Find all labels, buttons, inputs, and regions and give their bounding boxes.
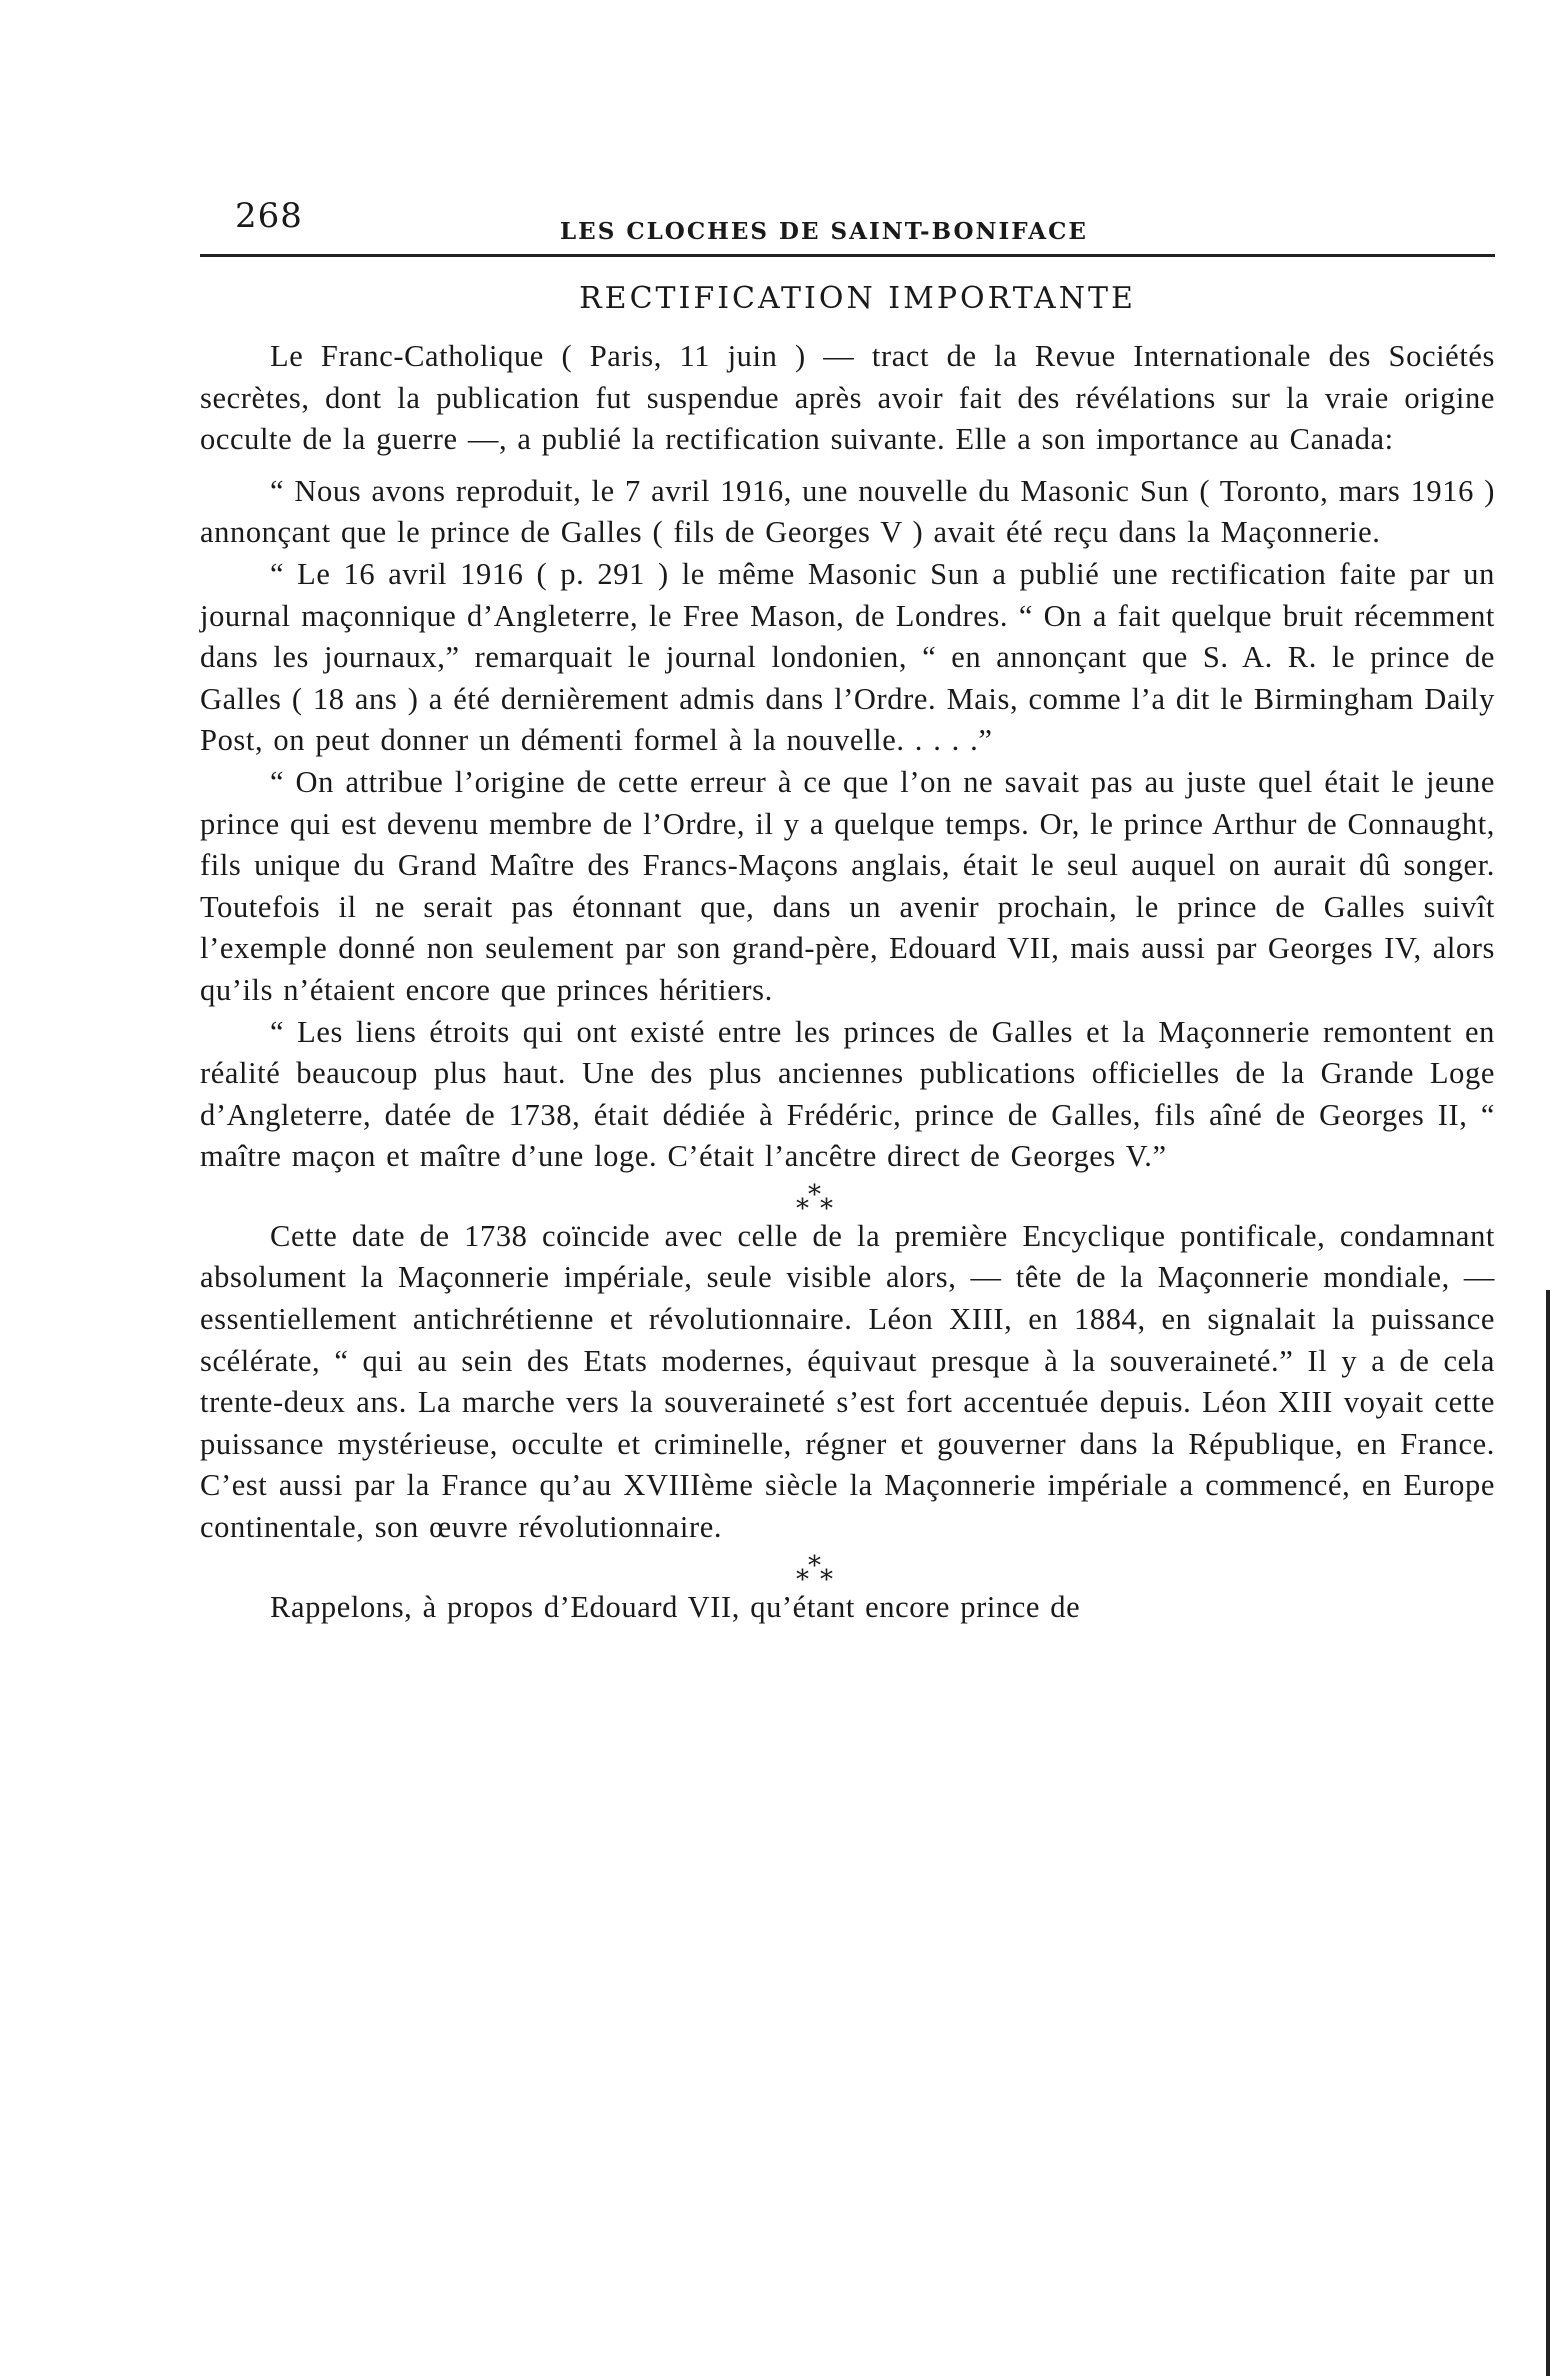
asterism-separator [790,1550,880,1595]
paragraph-encyclique: Cette date de 1738 coïncide avec celle de la première Encyclique pontificale, condamnant absolument la Maçonnerie impériale, seule visible alors, — tête de la Maçonnerie mondiale, — essentiellement antichrétienne et révolutionnaire. Léon XIII, en 1884, en signalait la puissance scélérate, “ qui au sein des Etats modernes, équivaut presque à la souveraineté.” Il y a de cela trente-deux ans. La marche vers la souveraineté s’est fort accentuée depuis. Léon XIII voyait cette puissance mystérieuse, occulte et criminelle, régner et gouverner dans la République, en France. C’est aussi par la France qu’au XVIIIème siècle la Maçonnerie impériale a commencé, en Europe continentale, son œuvre révolutionnaire. [200,1218,1495,1545]
paragraph-rappelons: Rappelons, à propos d’Edouard VII, qu’étant encore prince de [270,1589,1081,1624]
asterism-star: * [820,1193,833,1224]
paragraph-quote-4: “ Les liens étroits qui ont existé entre les princes de Galles et la Maçonnerie remontent en réalité beaucoup plus haut. Une des plus anciennes publications officielles de la Grande Loge d’Angleterre, datée de 1738, était dédiée à Frédéric, prince de Galles, fils aîné de Georges II, “ maître maçon et maître d’une loge. C’était l’ancêtre direct de Georges V.” [200,1014,1495,1174]
book-page [200,190,1495,1628]
article-title: RECTIFICATION IMPORTANTE [579,281,1136,316]
paragraph-quote-2: “ Le 16 avril 1916 ( p. 291 ) le même Masonic Sun a publié une rectification faite par un journal maçonnique d’Angleterre, le Free Mason, de Londres. “ On a fait quelque bruit récemment dans les journaux,” remarquait le journal londonien, “ en annonçant que S. A. R. le prince de Galles ( 18 ans ) a été dernièrement admis dans l’Ordre. Mais, comme l’a dit le Birmingham Daily Post, on peut donner un démenti formel à la nouvelle. . . . .” [200,556,1495,758]
paragraph-quote-3: “ On attribue l’origine de cette erreur à ce que l’on ne savait pas au juste quel était le jeune prince qui est devenu membre de l’Ordre, il y a quelque temps. Or, le prince Arthur de Connaught, fils unique du Grand Maître des Francs-Maçons anglais, était le seul auquel on aurait dû songer. Toutefois il ne serait pas étonnant que, dans un avenir prochain, le prince de Galles suivît l’exemple donné non seulement par son grand-père, Edouard VII, mais aussi par Georges IV, alors qu’ils n’étaient encore que princes héritiers. [200,764,1495,1007]
binding-edge [1546,1290,1550,2376]
running-title: LES CLOCHES DE SAINT-BONIFACE [560,218,1088,245]
asterism-star: * [796,1564,809,1595]
asterism-star: * [808,1550,821,1581]
asterism-separator [790,1179,880,1224]
running-head [200,190,1495,257]
paragraph-quote-1: “ Nous avons reproduit, le 7 avril 1916, une nouvelle du Masonic Sun ( Toronto, mars 1916 ) annonçant que le prince de Galles ( fils de Georges V ) avait été reçu dans la Maçonnerie. [200,473,1495,550]
asterism-star: * [820,1564,833,1595]
asterism-star: * [808,1179,821,1210]
paragraph-intro: Le Franc-Catholique ( Paris, 11 juin ) — tract de la Revue Internationale des Sociétés secrètes, dont la publication fut suspendue après avoir fait des révélations sur la vraie origine occulte de la guerre —, a publié la rectification suivante. Elle a son importance au Canada: [200,339,1495,457]
asterism-star: * [796,1193,809,1224]
page-number: 268 [235,196,303,236]
